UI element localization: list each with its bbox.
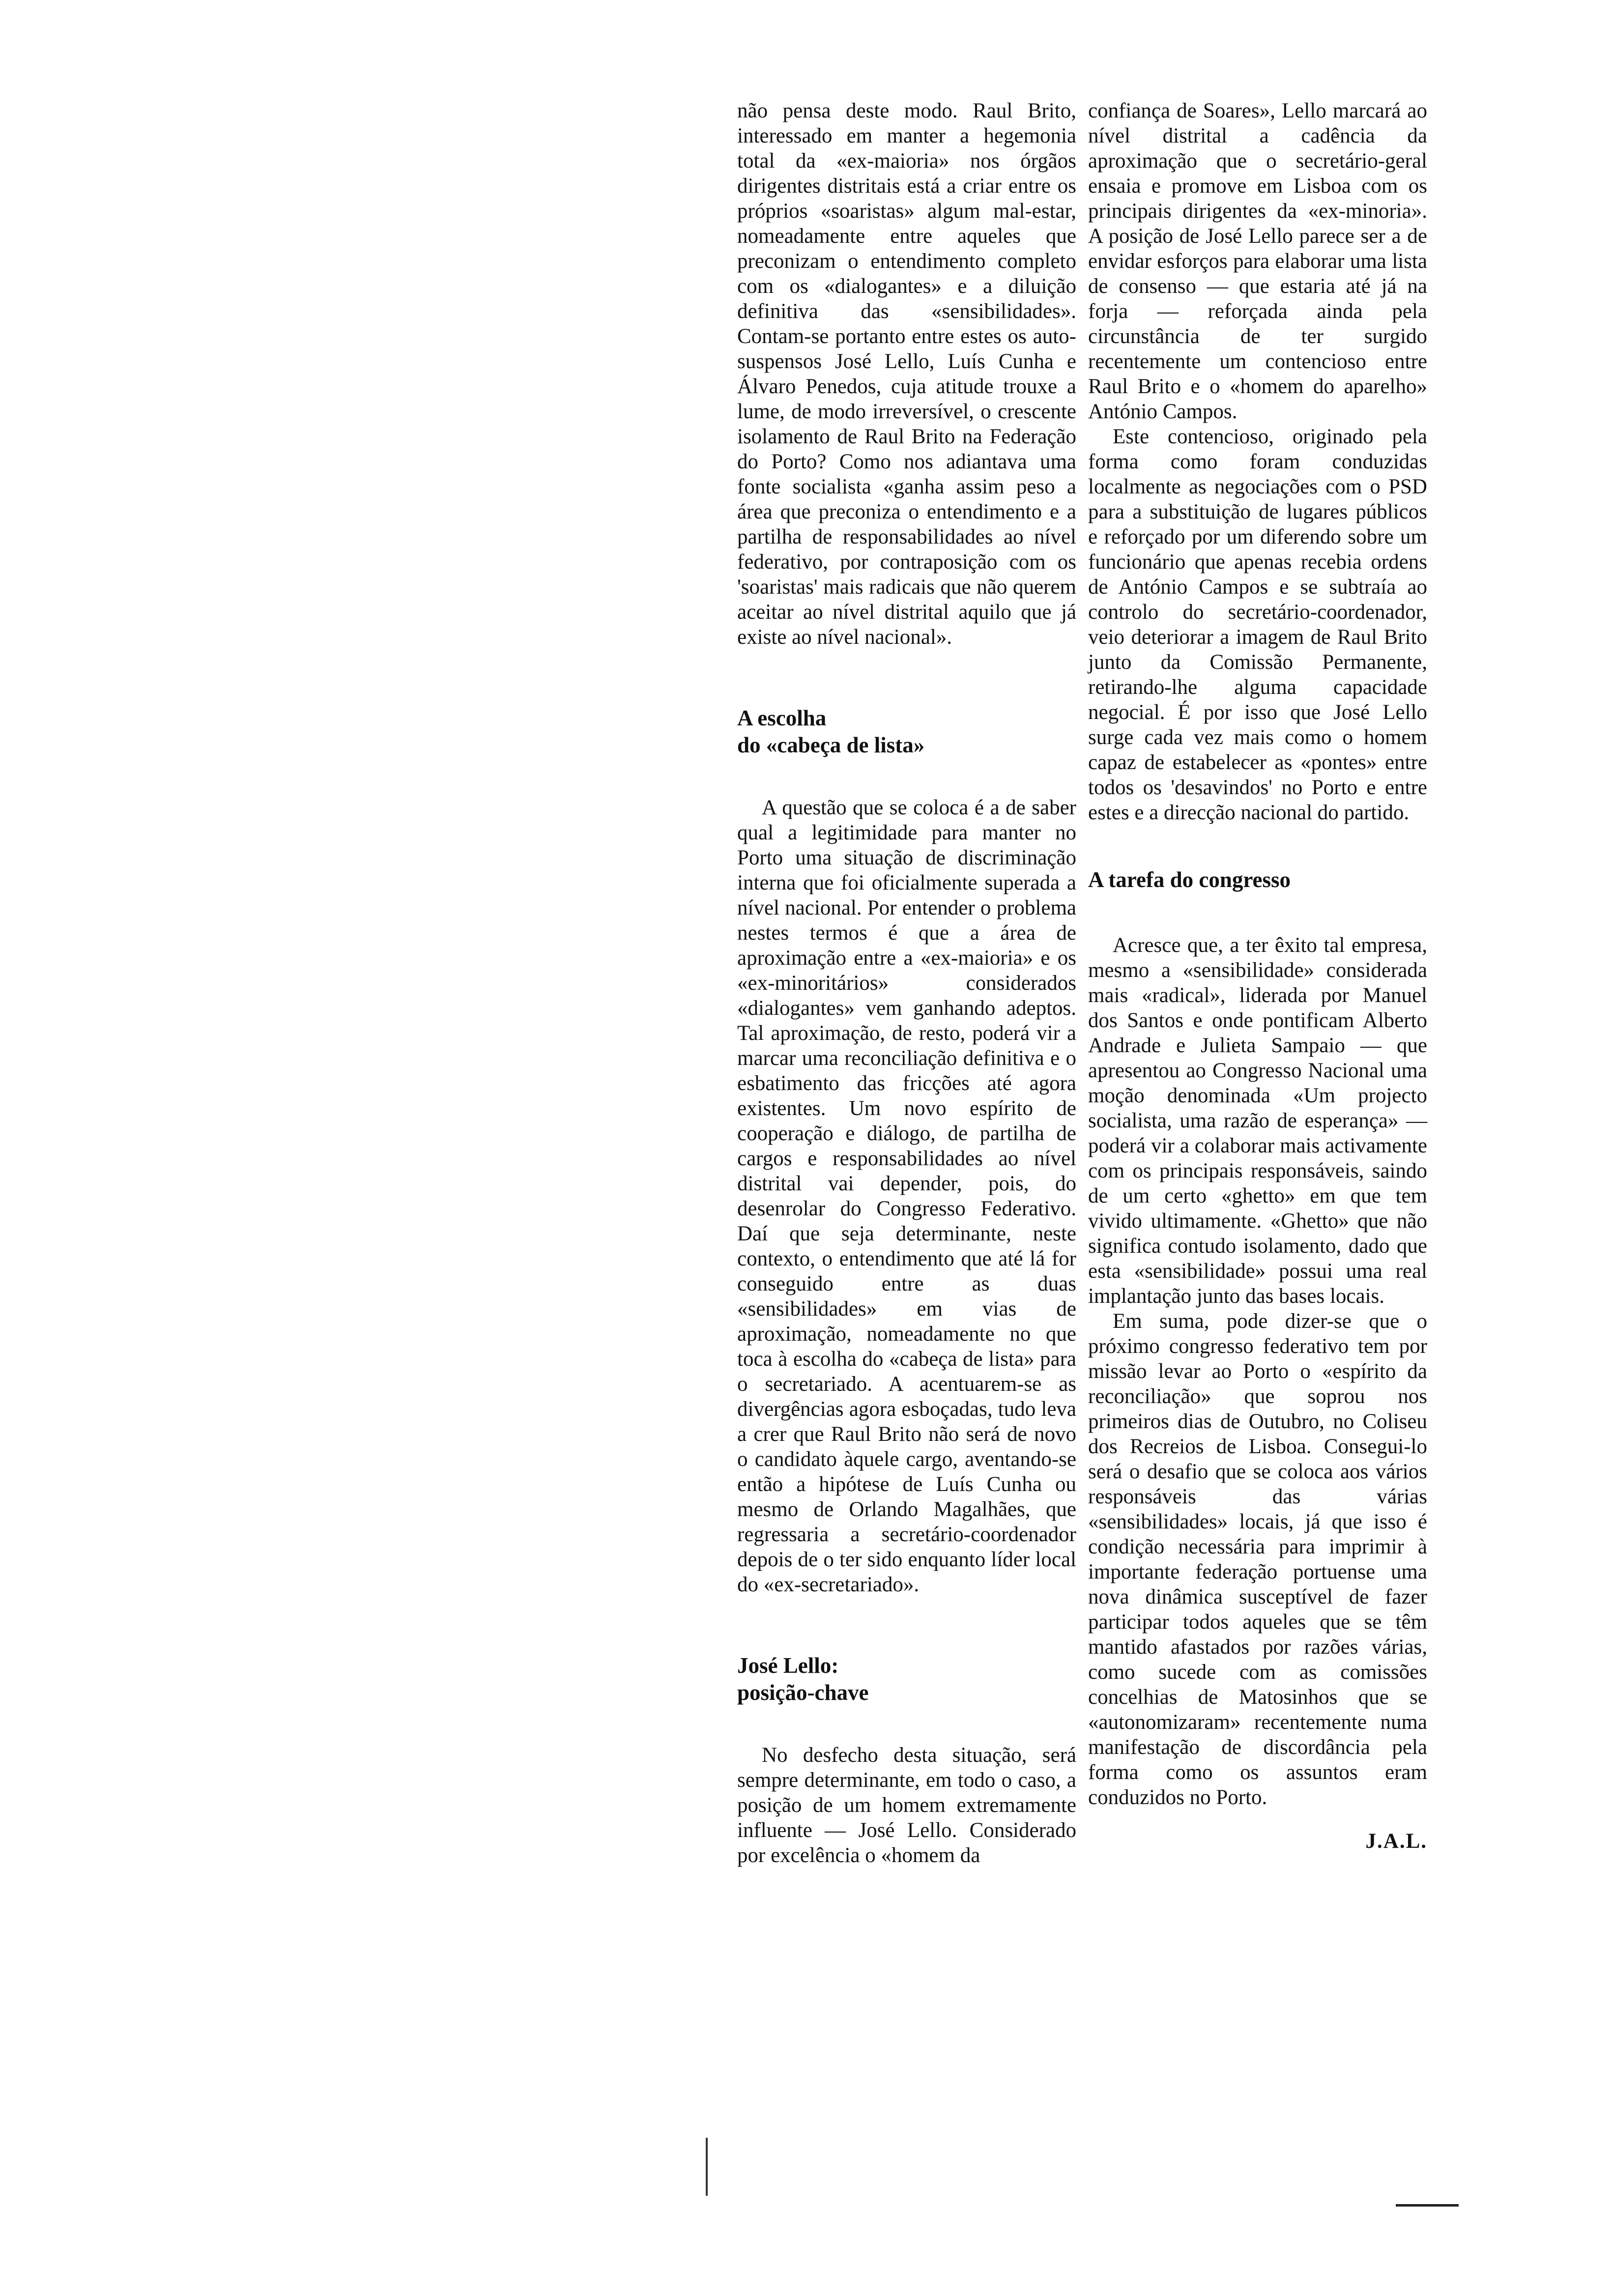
cabeca-de-lista-paragraph: A questão que se coloca é a de saber qual a legitimidade para manter no Porto uma situação de discriminação interna que foi oficialmente superada a nível nacional. Por entender o problema nestes termos é que a área de aproximação entre a «ex-maioria» e os «ex-minoritários» considerados «dialogantes» vem ganhando adeptos. Tal aproximação, de resto, poderá vir a marcar uma reconciliação definitiva e o esbatimento das fricções até agora existentes. Um novo espírito de cooperação e diálogo, de partilha de cargos e responsabilidades ao nível distrital vai depender, pois, do desenrolar do Congresso Federativo. Daí que seja determinante, neste contexto, o entendimento que até lá for conseguido entre as duas «sensibilidades» em vias de aproximação, nomeadamente no que toca à escolha do «cabeça de lista» para o secretariado. A acentuarem-se as divergências agora esboçadas, tudo leva a crer que Raul Brito não será de novo o candidato àquele cargo, aventando-se então a hipótese de Luís Cunha ou mesmo de Orlando Magalhães, que regressaria a secretário-coordenador depois de o ter sido enquanto líder local do «ex-secretariado». [737,796,1076,1596]
end-of-article-rule [1396,2204,1459,2207]
article-column-right [1088,98,1427,1854]
subheading-tarefa-do-congresso: A tarefa do congresso [1088,867,1291,892]
margin-rule [706,2138,708,2196]
subheading-cabeca-de-lista: A escolha do «cabeça de lista» [737,706,925,757]
author-signature: J.A.L. [1365,1830,1427,1853]
subheading-jose-lello: José Lello: posição-chave [737,1653,869,1705]
intro-paragraph: não pensa deste modo. Raul Brito, interessado em manter a hegemonia total da «ex-maioria» nos órgãos dirigentes distritais está a criar entre os próprios «soaristas» algum mal-estar, nomeadamente entre aqueles que preconizam o entendimento completo com os «dialogantes» e a diluição definitiva das «sensibilidades». Contam-se portanto entre estes os auto-suspensos José Lello, Luís Cunha e Álvaro Penedos, cuja atitude trouxe a lume, de modo irreversível, o crescente isolamento de Raul Brito na Federação do Porto? Como nos adiantava uma fonte socialista «ganha assim peso a área que preconiza o entendimento e a partilha de responsabilidades ao nível federativo, por contraposição com os 'soaristas' mais radicais que não querem aceitar ao nível distrital aquilo que já existe ao nível nacional». [737,99,1076,649]
jose-lello-paragraph: No desfecho desta situação, será sempre determinante, em todo o caso, a posição de um homem extremamente influente — José Lello. Considerado por excelência o «homem da [737,1744,1076,1867]
article-column-left [737,98,1076,1868]
em-suma-paragraph: Em suma, pode dizer-se que o próximo congresso federativo tem por missão levar ao Porto o «espírito da reconciliação» que soprou nos primeiros dias de Outubro, no Coliseu dos Recreios de Lisboa. Consegui-lo será o desafio que se coloca aos vários responsáveis das várias «sensibilidades» locais, já que isso é condição necessária para imprimir à importante federação portuense uma nova dinâmica susceptível de fazer participar todos aqueles que se têm mantido afastados por razões várias, como sucede com as comissões concelhias de Matosinhos que se «autonomizaram» recentemente numa manifestação de discordância pela forma como os assuntos eram conduzidos no Porto. [1088,1310,1427,1809]
tarefa-paragraph: Acresce que, a ter êxito tal empresa, mesmo a «sensibilidade» considerada mais «radical», liderada por Manuel dos Santos e onde pontificam Alberto Andrade e Julieta Sampaio — que apresentou ao Congresso Nacional uma moção denominada «Um projecto socialista, uma razão de esperança» — poderá vir a colaborar mais activamente com os principais responsáveis, saindo de um certo «ghetto» em que tem vivido ultimamente. «Ghetto» que não significa contudo isolamento, dado que esta «sensibilidade» possui uma real implantação junto das bases locais. [1088,934,1427,1308]
continuation-paragraph: confiança de Soares», Lello marcará ao nível distrital a cadência da aproximação que o secretário-geral ensaia e promove em Lisboa com os principais dirigentes da «ex-minoria». A posição de José Lello parece ser a de envidar esforços para elaborar uma lista de consenso — que estaria até já na forja — reforçada ainda pela circunstância de ter surgido recentemente um contencioso entre Raul Brito e o «homem do aparelho» António Campos. [1088,99,1427,423]
contencioso-paragraph: Este contencioso, originado pela forma como foram conduzidas localmente as negociações com o PSD para a substituição de lugares públicos e reforçado por um diferendo sobre um funcionário que apenas recebia ordens de António Campos e se subtraía ao controlo do secretário-coordenador, veio deteriorar a imagem de Raul Brito junto da Comissão Permanente, retirando-lhe alguma capacidade negocial. É por isso que José Lello surge cada vez mais como o homem capaz de estabelecer as «pontes» entre todos os 'desavindos' no Porto e entre estes e a direcção nacional do partido. [1088,425,1427,824]
